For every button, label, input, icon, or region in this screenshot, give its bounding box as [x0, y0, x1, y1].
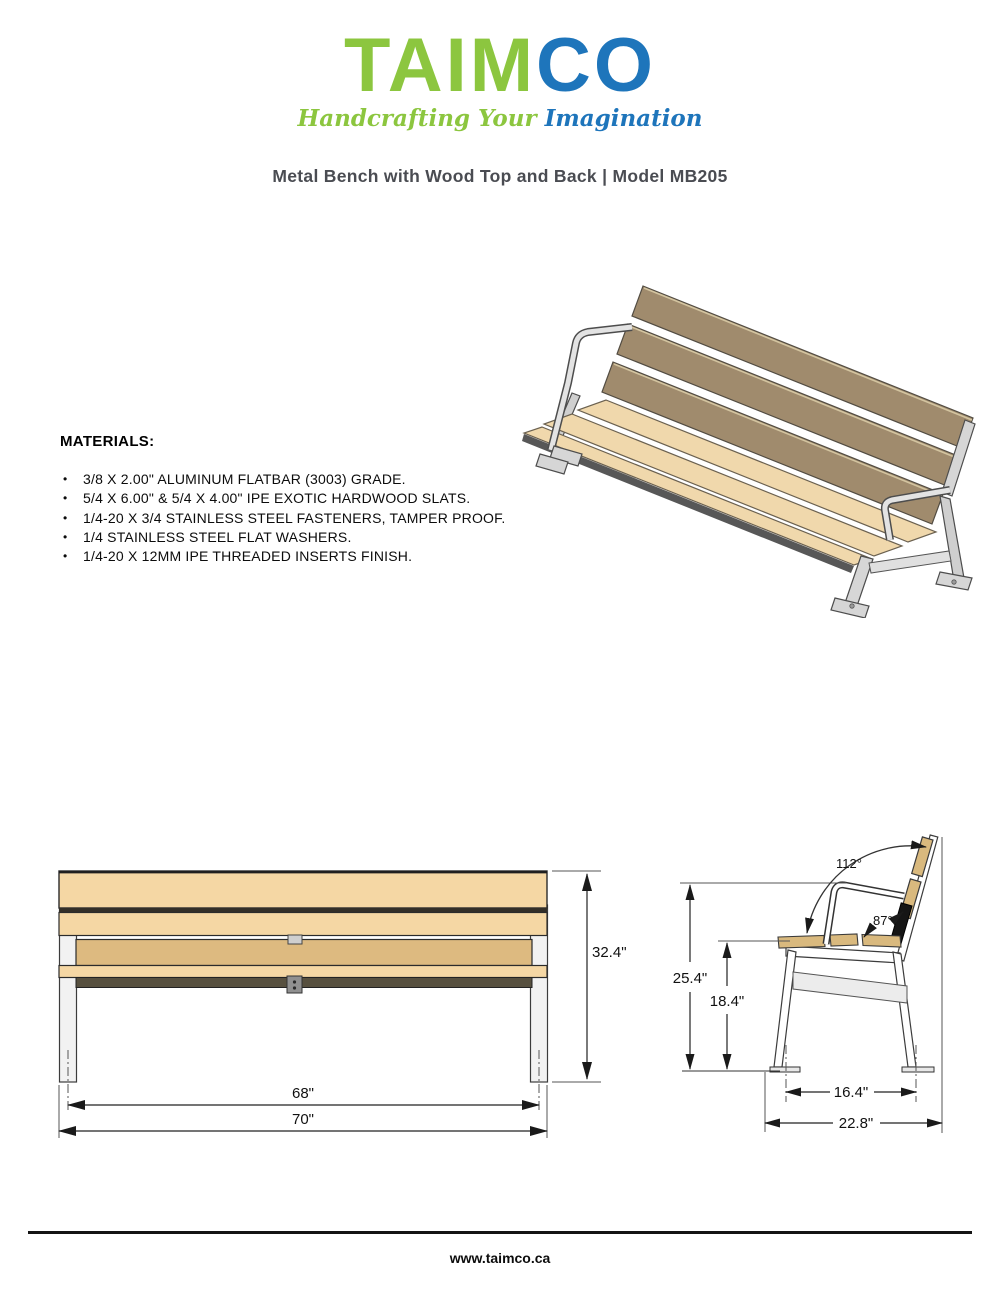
logo-text-green: TAIM: [343, 23, 537, 108]
side-arm-height-dim: 25.4": [672, 970, 708, 987]
footer-website-link[interactable]: www.taimco.ca: [449, 1250, 551, 1266]
taimco-logo: [0, 23, 1000, 132]
side-seat-height-dim: 18.4": [709, 993, 745, 1010]
logo-text-blue: CO: [536, 23, 657, 108]
front-leg-span-dim: 68": [291, 1085, 315, 1102]
materials-list: [60, 470, 580, 566]
front-height-dim: 32.4": [592, 944, 627, 961]
material-item: • 5/4 X 6.00" & 5/4 X 4.00" IPE EXOTIC HARDWOOD SLATS.: [60, 489, 580, 508]
side-foot-span-dim: 16.4": [833, 1084, 869, 1101]
materials-heading: MATERIALS:: [60, 433, 155, 450]
side-back-angle-dim: 112°: [836, 856, 862, 871]
materials-section: [60, 433, 580, 566]
logo-tagline: [0, 106, 1000, 132]
front-elevation-drawing: [40, 855, 640, 1155]
logo-wordmark: [0, 23, 1000, 108]
material-item: • 1/4-20 X 12MM IPE THREADED INSERTS FINISH.: [60, 547, 580, 566]
side-depth-dim: 22.8": [838, 1115, 874, 1132]
tagline-blue: Imagination: [544, 105, 703, 132]
bench-isometric-rendering: [520, 248, 990, 618]
tagline-green: Handcrafting Your: [297, 105, 537, 132]
page-title: Metal Bench with Wood Top and Back | Model MB205: [272, 166, 728, 186]
front-overall-width-dim: 70": [291, 1111, 315, 1128]
material-item: • 3/8 X 2.00" ALUMINUM FLATBAR (3003) GRADE.: [60, 470, 580, 489]
footer-divider: [28, 1231, 972, 1234]
side-elevation-drawing: [650, 820, 995, 1150]
material-item: • 1/4-20 X 3/4 STAINLESS STEEL FASTENERS, TAMPER PROOF.: [60, 509, 580, 528]
side-seat-angle-dim: 87°: [873, 913, 893, 928]
material-item: • 1/4 STAINLESS STEEL FLAT WASHERS.: [60, 528, 580, 547]
